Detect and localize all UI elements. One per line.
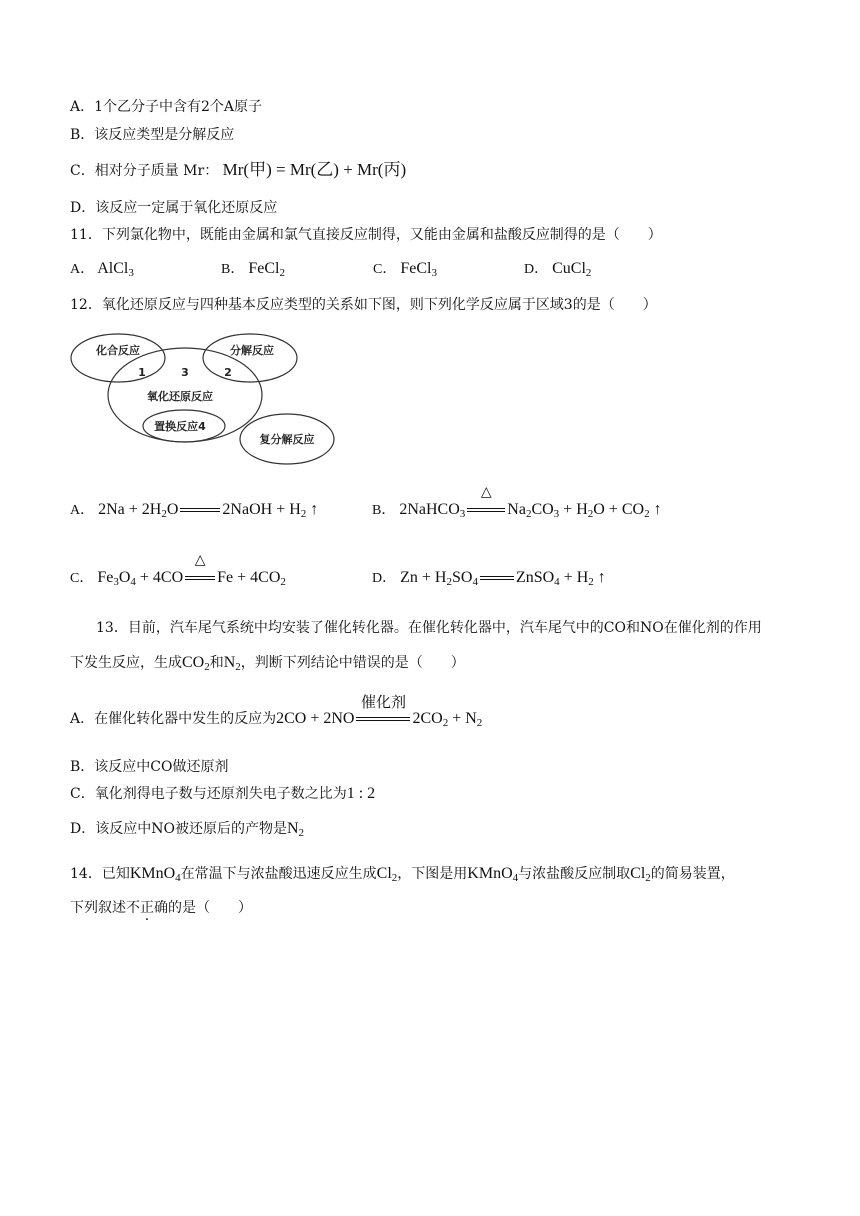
q10-option-c-text: C．相对分子质量 Mr： xyxy=(70,163,219,179)
catalyst-label: 催化剂 xyxy=(360,693,406,712)
region-3-label: 3 xyxy=(181,366,189,379)
q11-stem: 11．下列氯化物中，既能由金属和氯气直接反应制得，又能由金属和盐酸反应制得的是（ ） xyxy=(70,227,662,243)
heat-symbol: △ xyxy=(194,553,206,569)
region-2-label: 2 xyxy=(224,366,232,379)
decomposition-ellipse xyxy=(203,334,297,382)
displacement-label: 置换反应4 xyxy=(154,420,206,433)
q10-option-b: B．该反应类型是分解反应 xyxy=(70,127,235,143)
region-1-label: 1 xyxy=(138,366,146,379)
q12-stem: 12．氧化还原反应与四种基本反应类型的关系如下图，则下列化学反应属于区域3的是（ ） xyxy=(70,297,657,313)
q10-option-c-formula: Mr(甲) = Mr(乙) + Mr(丙) xyxy=(222,160,407,179)
q11-option-b: B． FeCl$_2$ xyxy=(221,260,285,279)
q10-option-c xyxy=(70,160,406,181)
q10-option-d: D．该反应一定属于氧化还原反应 xyxy=(70,200,278,216)
q10-option-a: A．1个乙分子中含有2个A原子 xyxy=(70,99,263,115)
q11-option-c: C． FeCl$_3$ xyxy=(373,260,437,279)
q13-stem-line1: 13．目前，汽车尾气系统中均安装了催化转化器。在催化转化器中，汽车尾气中的CO和NO在催化剂的作用 xyxy=(96,620,762,636)
q12-option-c: C． $Fe_3O_4 + 4CO$ △ $Fe + 4CO_2$ xyxy=(70,553,286,588)
redox-label: 氧化还原反应 xyxy=(147,390,213,403)
q14-stem-line2: 下列叙述不正确的是（ ） xyxy=(70,900,252,916)
q13-stem-line2: 下发生反应，生成$CO_2$和$N_2$，判断下列结论中错误的是（ ） xyxy=(70,654,465,673)
decomposition-label: 分解反应 xyxy=(230,344,274,357)
q14-stem-line1: 14．已知KMnO$_4$在常温下与浓盐酸迅速反应生成$Cl_2$，下图是用KMnO$_4$与浓盐酸反应制取$Cl_2$的简易装置， xyxy=(70,865,735,884)
q13-option-b: B．该反应中CO做还原剂 xyxy=(70,759,229,775)
q12-option-d: D． $Zn + H_2SO_4$ ZnSO$_4$ + $H_2$ ↑ xyxy=(372,569,606,588)
q12-option-b: B． 2NaHCO$_3$ △ $Na_2CO_3 + H_2O + CO_2$ ↑ xyxy=(372,485,662,520)
q13-option-a: A．在催化转化器中发生的反应为2CO + 2NO 催化剂 $2CO_2 + N_2$ xyxy=(70,693,483,729)
q13-option-d: D．该反应中NO被还原后的产物是$N_2$ xyxy=(70,820,305,839)
emphasis-text: 不正确 xyxy=(126,900,168,916)
combination-label: 化合反应 xyxy=(96,344,140,357)
q12-option-a: A． $2Na + 2H_2O$ 2NaOH + $H_2$ ↑ xyxy=(70,501,319,520)
q11-option-d: D． CuCl$_2$ xyxy=(524,260,592,279)
reaction-type-venn-diagram xyxy=(70,332,340,472)
double-decomposition-label: 复分解反应 xyxy=(259,433,315,446)
heat-symbol: △ xyxy=(480,485,492,501)
q13-option-c: C．氧化剂得电子数与还原剂失电子数之比为1 : 2 xyxy=(70,785,376,802)
combination-ellipse xyxy=(71,334,165,382)
q11-option-a: A． AlCl$_3$ xyxy=(70,260,134,279)
